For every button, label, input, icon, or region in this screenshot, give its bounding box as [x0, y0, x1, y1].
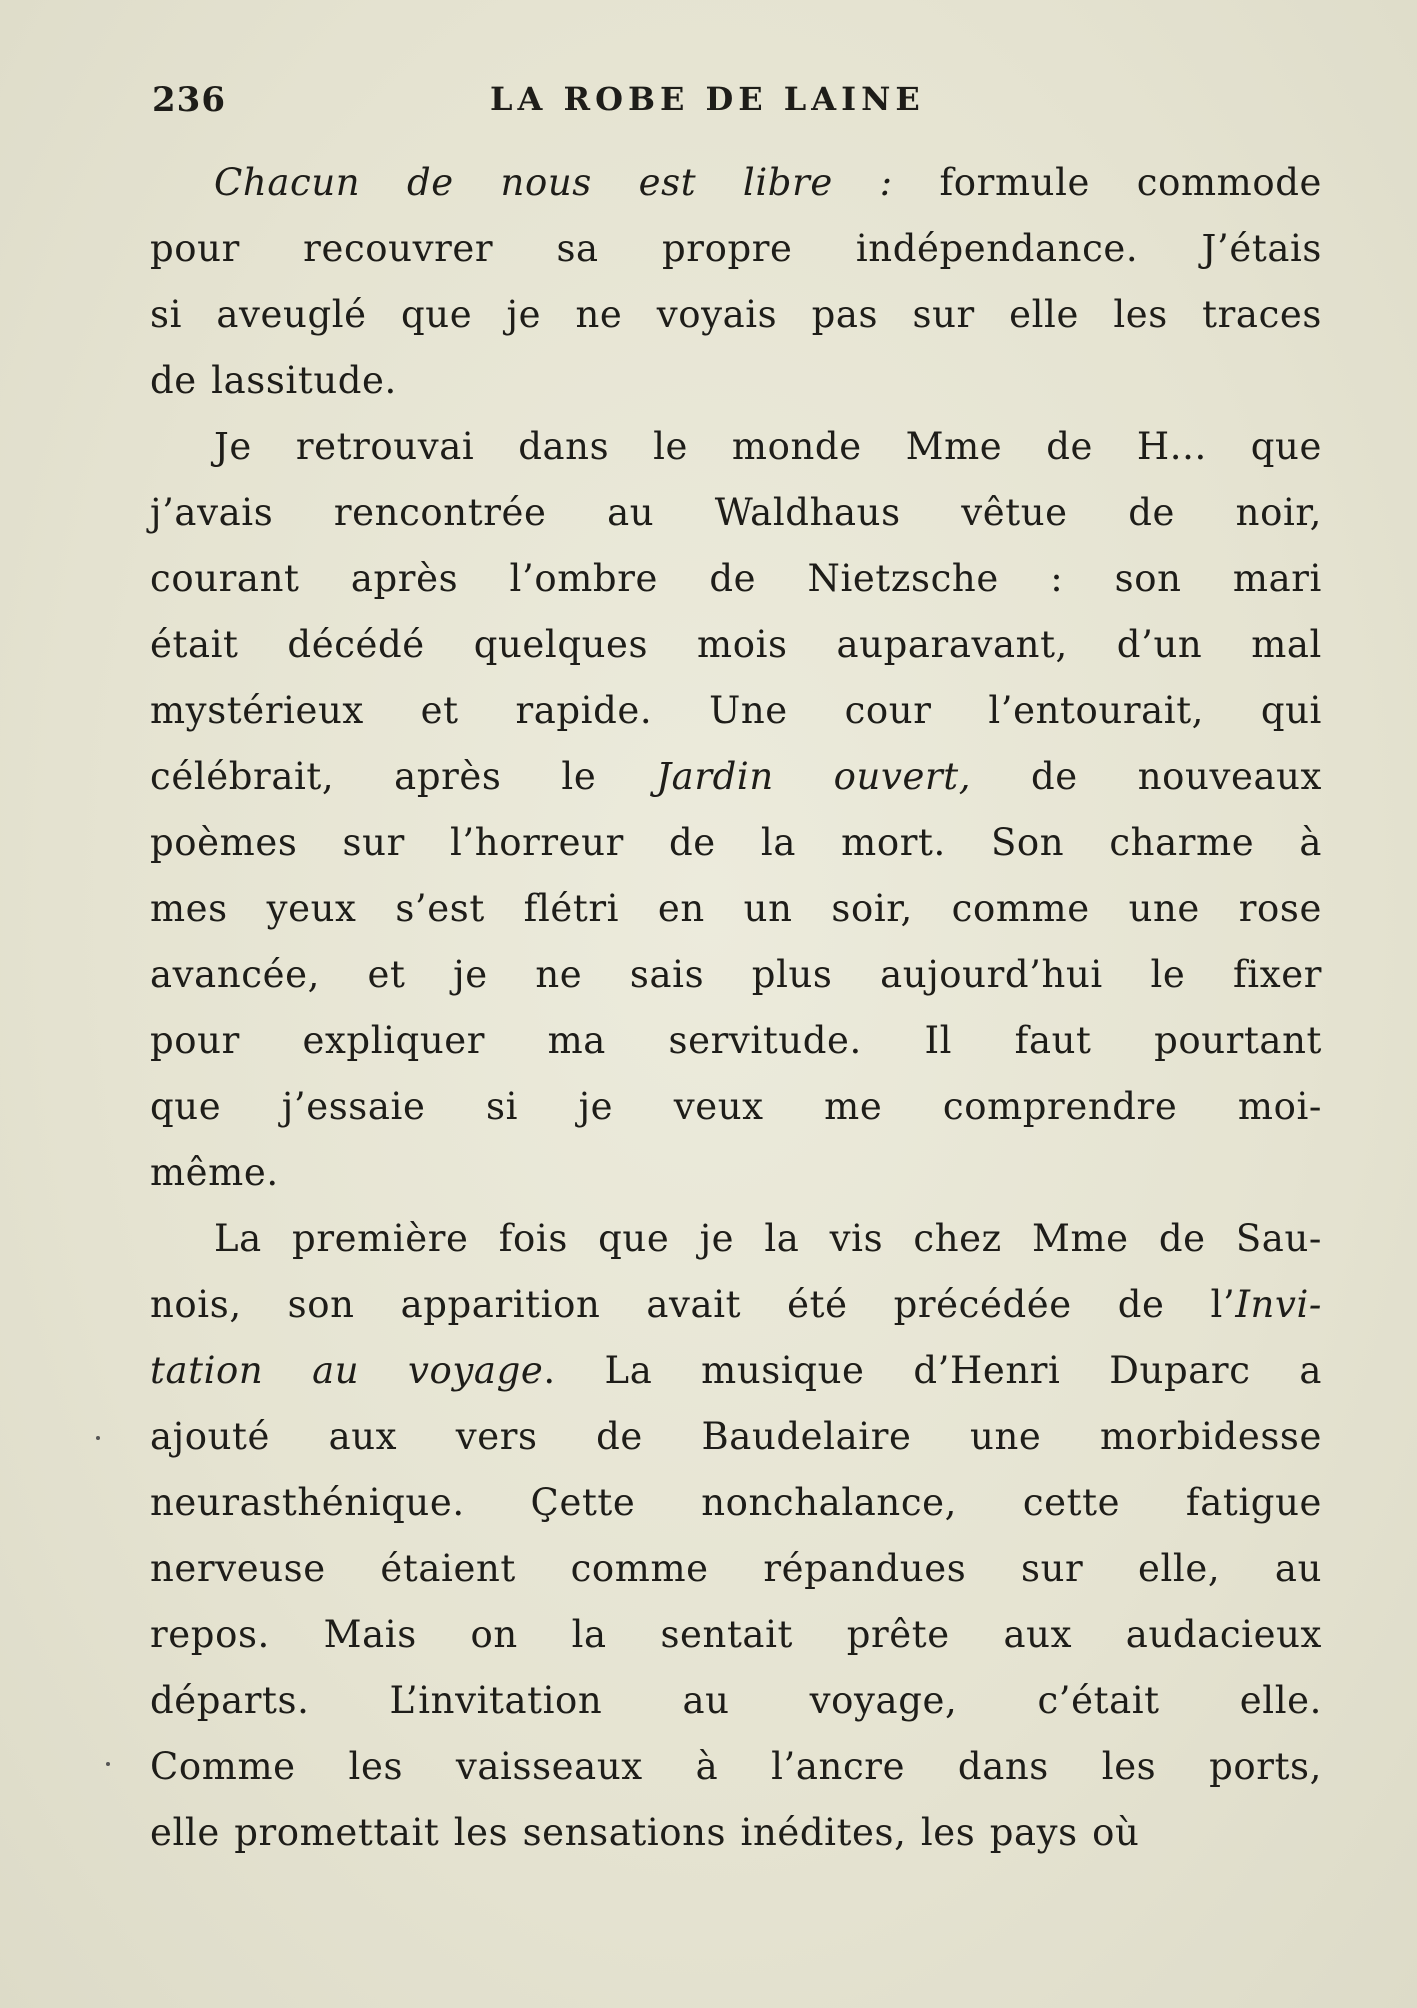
text-run: si aveuglé que je ne voyais pas sur elle les traces [150, 293, 1322, 336]
text-run: que j’essaie si je veux me comprendre moi- [150, 1085, 1322, 1128]
text-run: nois, son apparition avait été précédée de l’ [150, 1283, 1236, 1326]
page-number: 236 [152, 80, 226, 120]
text-line [150, 942, 1322, 1008]
text-line [150, 744, 1322, 810]
text-line [150, 150, 1322, 216]
text-line [150, 1008, 1322, 1074]
text-run: célébrait, après le [150, 755, 657, 798]
text-run: ajouté aux vers de Baudelaire une morbidesse [150, 1415, 1322, 1458]
text-line [150, 1668, 1322, 1734]
running-title: LA ROBE DE LAINE [490, 80, 925, 118]
running-head [150, 72, 1320, 128]
specks [96, 1436, 100, 1440]
text-run: était décédé quelques mois auparavant, d’un mal [150, 623, 1322, 666]
paragraph [150, 414, 1322, 1206]
paragraph [150, 1206, 1322, 1866]
text-run: avancée, et je ne sais plus aujourd’hui le fixer [150, 953, 1322, 996]
italic-text: Invi- [1235, 1283, 1322, 1326]
text-line [150, 1206, 1322, 1272]
italic-text: Chacun de nous est libre : [214, 161, 893, 204]
specks [106, 1762, 110, 1766]
text-line [150, 678, 1322, 744]
text-line [150, 1338, 1322, 1404]
text-line [150, 1074, 1322, 1140]
text-line [150, 1470, 1322, 1536]
paragraph [150, 150, 1322, 414]
text-run: mes yeux s’est flétri en un soir, comme une rose [150, 887, 1322, 930]
text-run: courant après l’ombre de Nietzsche : son mari [150, 557, 1322, 600]
text-line [150, 1272, 1322, 1338]
text-line [150, 1800, 1322, 1866]
text-run: nerveuse étaient comme répandues sur elle, au [150, 1547, 1322, 1590]
text-run: neurasthénique. Çette nonchalance, cette fatigue [150, 1481, 1322, 1524]
text-run: départs. L’invitation au voyage, c’était elle. [150, 1679, 1322, 1722]
text-run: mystérieux et rapide. Une cour l’entourait, qui [150, 689, 1322, 732]
text-line [150, 216, 1322, 282]
text-line [150, 1734, 1322, 1800]
text-run: La première fois que je la vis chez Mme de Sau- [214, 1217, 1322, 1260]
text-line [150, 810, 1322, 876]
italic-text: Jardin ouvert, [656, 755, 972, 798]
text-run: Comme les vaisseaux à l’ancre dans les ports, [150, 1745, 1322, 1788]
text-line [150, 1404, 1322, 1470]
text-run: même. [150, 1151, 279, 1194]
text-run: j’avais rencontrée au Waldhaus vêtue de noir, [150, 491, 1322, 534]
text-line [150, 282, 1322, 348]
text-run: repos. Mais on la sentait prête aux audacieux [150, 1613, 1322, 1656]
text-run: poèmes sur l’horreur de la mort. Son charme à [150, 821, 1322, 864]
italic-text: tation au voyage [150, 1349, 544, 1392]
text-line [150, 1140, 1322, 1206]
text-run: pour recouvrer sa propre indépendance. J’étais [150, 227, 1322, 270]
text-run: . La musique d’Henri Duparc a [543, 1349, 1322, 1392]
text-run: Je retrouvai dans le monde Mme de H... que [214, 425, 1322, 468]
text-run: de nouveaux [971, 755, 1323, 798]
body-text [150, 150, 1322, 1866]
text-run: elle promettait les sensations inédites, les pays où [150, 1811, 1140, 1854]
text-line [150, 1602, 1322, 1668]
text-line [150, 480, 1322, 546]
text-line [150, 1536, 1322, 1602]
text-line [150, 876, 1322, 942]
text-run: pour expliquer ma servitude. Il faut pourtant [150, 1019, 1322, 1062]
text-line [150, 612, 1322, 678]
text-line [150, 414, 1322, 480]
text-line [150, 348, 1322, 414]
text-run: de lassitude. [150, 359, 397, 402]
text-run: formule commode [892, 161, 1322, 204]
text-line [150, 546, 1322, 612]
